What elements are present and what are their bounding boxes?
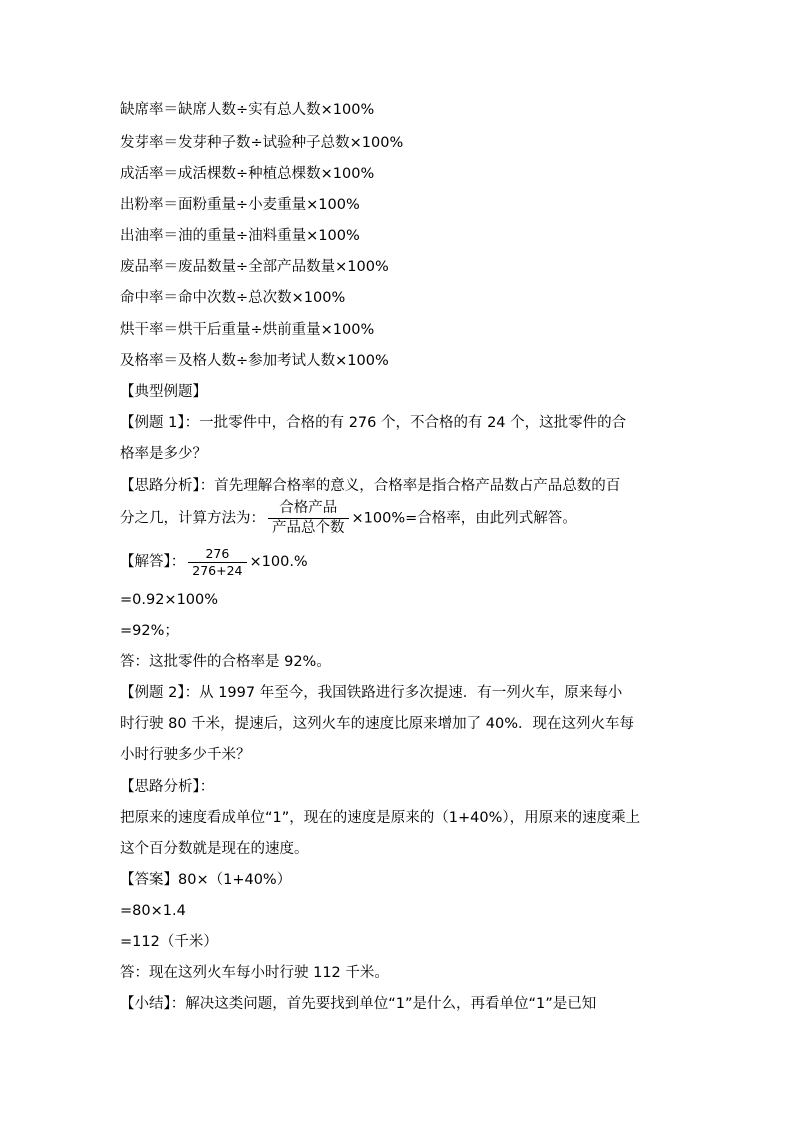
formula-germination-rate: 发芽率＝发芽种子数÷试验种子总数×100% xyxy=(120,135,404,151)
formula-survival-rate: 成活率＝成活棵数÷种植总棵数×100% xyxy=(120,166,375,182)
example2-question-line1: 【例题 2】：从 1997 年至今，我国铁路进行多次提速．有一列火车，原来每小 xyxy=(120,685,623,701)
answer-denominator: 276+24 xyxy=(188,562,246,579)
example2-question-line2: 时行驶 80 千米，提速后，这列火车的速度比原来增加了 40%．现在这列火车每 xyxy=(120,716,635,732)
example2-analysis-label: 【思路分析】： xyxy=(120,779,215,795)
pass-rate-fraction xyxy=(268,499,349,538)
answer-fraction xyxy=(188,546,246,579)
example1-analysis-line2 xyxy=(120,499,577,538)
example1-question-line1: 【例题 1】：一批零件中，合格的有 276 个，不合格的有 24 个，这批零件的合 xyxy=(120,415,627,431)
formula-hit-rate: 命中率＝命中次数÷总次数×100% xyxy=(120,290,346,306)
analysis-prefix: 分之几，计算方法为： xyxy=(120,510,265,527)
formula-flour-rate: 出粉率＝面粉重量÷小麦重量×100% xyxy=(120,197,360,213)
example2-step1: =80×1.4 xyxy=(120,903,186,919)
summary-line: 【小结】：解决这类问题，首先要找到单位“1”是什么，再看单位“1”是已知 xyxy=(120,996,597,1012)
example2-analysis-line1: 把原来的速度看成单位“1”，现在的速度是原来的（1+40%），用原来的速度乘上 xyxy=(120,810,641,826)
example1-analysis-line1: 【思路分析】：首先理解合格率的意义，合格率是指合格产品数占产品总数的百 xyxy=(120,478,621,494)
formula-absence-rate: 缺席率＝缺席人数÷实有总人数×100% xyxy=(120,102,375,118)
section-title: 【典型例题】 xyxy=(120,384,207,400)
fraction-numerator: 合格产品 xyxy=(279,500,338,516)
formula-pass-rate: 及格率＝及格人数÷参加考试人数×100% xyxy=(120,353,389,369)
example1-step2: =92%； xyxy=(120,623,179,639)
example1-question-line2: 格率是多少？ xyxy=(120,446,207,462)
example2-final-answer: 答：现在这列火车每小时行驶 112 千米。 xyxy=(120,965,389,981)
example2-question-line3: 小时行驶多少千米？ xyxy=(120,747,251,763)
formula-oil-rate: 出油率＝油的重量÷油料重量×100% xyxy=(120,228,360,244)
answer-label: 【解答】： xyxy=(120,554,186,570)
analysis-suffix: ×100%=合格率，由此列式解答。 xyxy=(351,510,577,527)
example1-answer xyxy=(120,545,308,579)
fraction-denominator: 产品总个数 xyxy=(268,518,349,538)
example1-step1: =0.92×100% xyxy=(120,592,219,608)
answer-numerator: 276 xyxy=(205,545,230,561)
example2-step2: =112（千米） xyxy=(120,934,218,950)
example2-answer: 【答案】80×（1+40%） xyxy=(120,872,292,888)
example1-final-answer: 答：这批零件的合格率是 92%。 xyxy=(120,654,331,670)
example2-analysis-line2: 这个百分数就是现在的速度。 xyxy=(120,841,309,857)
answer-suffix: ×100.% xyxy=(249,554,308,570)
formula-drying-rate: 烘干率＝烘干后重量÷烘前重量×100% xyxy=(120,322,375,338)
formula-defect-rate: 废品率＝废品数量÷全部产品数量×100% xyxy=(120,259,389,275)
